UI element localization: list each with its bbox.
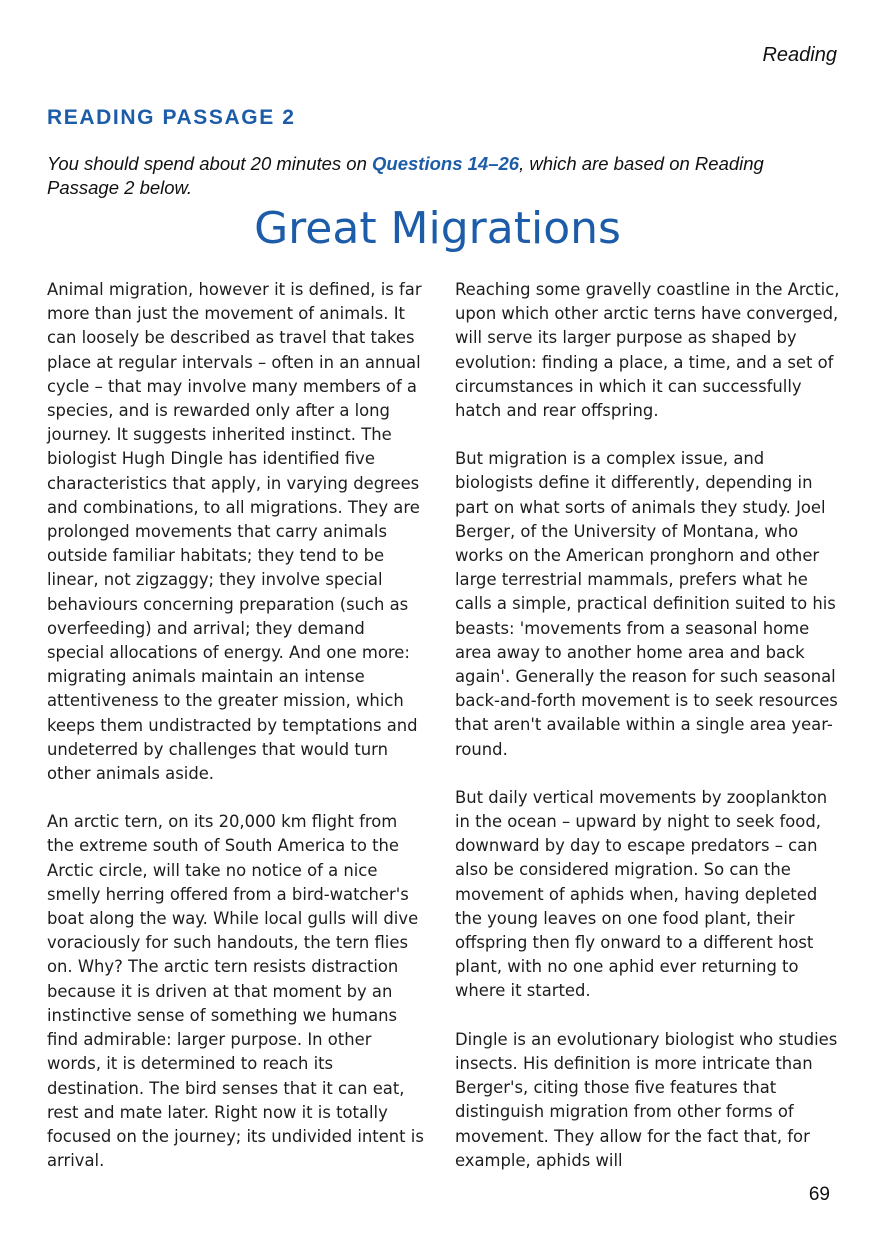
question-range: Questions 14–26 xyxy=(372,153,520,174)
paragraph: But migration is a complex issue, and biologists define it differently, depending in part on what sorts of animals they study. Joel Berger, of the University of Montana, who works on the American pronghorn and other large terrestrial mammals, prefers what he calls a simple, practical definition suited to his beasts: 'movements from a seasonal home area away to another home area and back again'. Generally the reason for such seasonal back-and-forth movement is to seek resources that aren't available within a single area year-round. xyxy=(455,449,838,759)
passage-heading: READING PASSAGE 2 xyxy=(47,106,296,129)
right-column xyxy=(455,278,845,1197)
paragraph: An arctic tern, on its 20,000 km flight from the extreme south of South America to the Arctic circle, will take no notice of a nice smelly herring offered from a bird-watcher's boat along the way. While local gulls will dive voraciously for such handouts, the tern flies on. Why? The arctic tern resists distraction because it is driven at that moment by an instinctive sense of something we humans find admirable: larger purpose. In other words, it is determined to reach its destination. The bird senses that it can eat, rest and mate later. Right now it is totally focused on the journey; its undivided intent is arrival. xyxy=(47,812,424,1171)
instruction-after: , which are based on Reading Passage 2 below. xyxy=(47,153,764,198)
page-number: 69 xyxy=(808,1184,830,1205)
section-label: Reading xyxy=(762,44,837,66)
paragraph: But daily vertical movements by zooplankton in the ocean – upward by night to seek food, downward by day to escape predators – can also be considered migration. So can the movement of aphids when, having depleted the young leaves on one food plant, their offspring then fly onward to a different host plant, with no one aphid ever returning to where it started. xyxy=(455,787,828,1001)
instruction-text xyxy=(47,152,837,200)
instruction-before: You should spend about 20 minutes on xyxy=(47,153,373,174)
paragraph: Dingle is an evolutionary biologist who studies insects. His definition is more intricate than Berger's, citing those five features that distinguish migration from other forms of movement. They allow for the fact that, for example, aphids will xyxy=(455,1029,838,1170)
paragraph: Reaching some gravelly coastline in the Arctic, upon which other arctic terns have converged, will serve its larger purpose as shaped by evolution: finding a place, a time, and a set of circumstances in which it can successfully hatch and rear offspring. xyxy=(455,280,840,421)
passage-title: Great Migrations xyxy=(254,203,621,254)
left-column xyxy=(47,278,427,1197)
paragraph: Animal migration, however it is defined, is far more than just the movement of animals. It can loosely be described as travel that takes place at regular intervals – often in an annual cycle – that may involve many members of a species, and is rewarded only after a long journey. It suggests inherited instinct. The biologist Hugh Dingle has identified five characteristics that apply, in varying degrees and combinations, to all migrations. They are prolonged movements that carry animals outside familiar habitats; they tend to be linear, not zigzaggy; they involve special behaviours concerning preparation (such as overfeeding) and arrival; they demand special allocations of energy. And one more: migrating animals maintain an intense attentiveness to the greater mission, which keeps them undistracted by temptations and undeterred by challenges that would turn other animals aside. xyxy=(47,280,422,784)
